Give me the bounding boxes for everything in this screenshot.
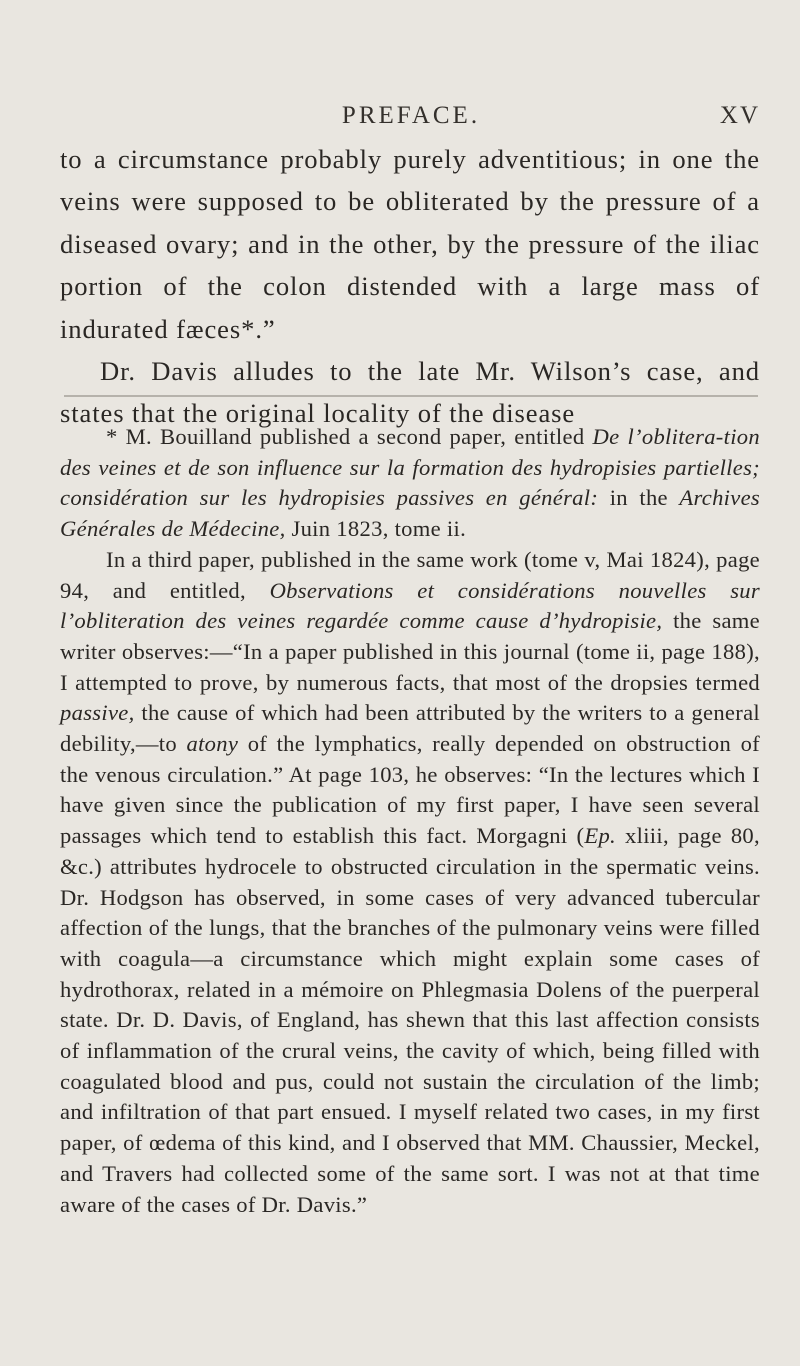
- footnote-text: Juin 1823, tome ii.: [285, 516, 467, 542]
- footnote-paragraph-2: [60, 545, 760, 1220]
- footnote-text: in the: [598, 485, 680, 511]
- main-text: [60, 138, 760, 435]
- footnote-text: the cause of which had been attributed by the writers to a general debility,—to: [60, 700, 760, 757]
- footnote-italic-journal: Archives Générales de Médecine,: [60, 485, 760, 542]
- footnote-italic-abbrev: Ep.: [584, 823, 616, 849]
- body-paragraph-2: Dr. Davis alludes to the late Mr. Wilson’s case, and states that the original locality of the disease: [60, 356, 760, 429]
- footnote-text: In a third paper, published in the same work (tome v, Mai 1824), page 94, and entitled,: [60, 546, 760, 603]
- footnote-paragraph-1: [60, 422, 760, 545]
- footnote-text: * M. Bouilland published a second paper, entitled: [106, 424, 593, 449]
- footnote-italic-term: passive,: [60, 700, 135, 726]
- footnote-italic-title: De l’oblitera-tion des veines et de son influence sur la formation des hydropisies partielles; considération sur les hydropisies passives en général:: [60, 424, 760, 511]
- footnotes: [60, 422, 760, 1220]
- footnote-text: xliii, page 80, &c.) attributes hydrocele to obstructed circulation in the spermatic veins. Dr. Hodgson has observed, in some cases of very advanced tubercular affection of the lungs, that the branches of the pulmonary veins were filled with coagula—a circumstance which might explain some cases of hydrothorax, related in a mémoire on Phlegmasia Dolens of the puerperal state. Dr. D. Davis, of England, has shewn that this last affection consists of inflammation of the crural veins, the cavity of which, being filled with coagulated blood and pus, could not sustain the circulation of the limb; and infiltration of that part ensued. I myself related two cases, in my first paper, of œdema of this kind, and I observed that MM. Chaussier, Meckel, and Travers had collected some of the same sort. I was not at that time aware of the cases of Dr. Davis.”: [60, 823, 760, 1217]
- footnote-italic-title: Observations et considérations nouvelles sur l’obliteration des veines regardée comme cause d’hydropisie,: [60, 577, 760, 634]
- running-head: [62, 102, 760, 142]
- running-title: PREFACE.: [341, 102, 481, 129]
- body-paragraph-1: to a circumstance probably purely adventitious; in one the veins were supposed to be obliterated by the pressure of a diseased ovary; and in the other, by the pressure of the iliac portion of the colon distended with a large mass of indurated fæces*.”: [60, 144, 760, 344]
- footnote-text: of the lymphatics, really depended on obstruction of the venous circulation.” At page 103, he observes: “In the lectures which I have given since the publication of my first paper, I have seen several passages which tend to establish this fact. Morgagni (: [60, 731, 760, 849]
- footnote-text: the same writer observes:—“In a paper published in this journal (tome ii, page 188), I attempted to prove, by numerous facts, that most of the dropsies termed: [60, 608, 760, 695]
- footnote-divider: [64, 395, 758, 397]
- footnote-italic-term: atony: [186, 731, 239, 757]
- page-number: XV: [719, 102, 760, 129]
